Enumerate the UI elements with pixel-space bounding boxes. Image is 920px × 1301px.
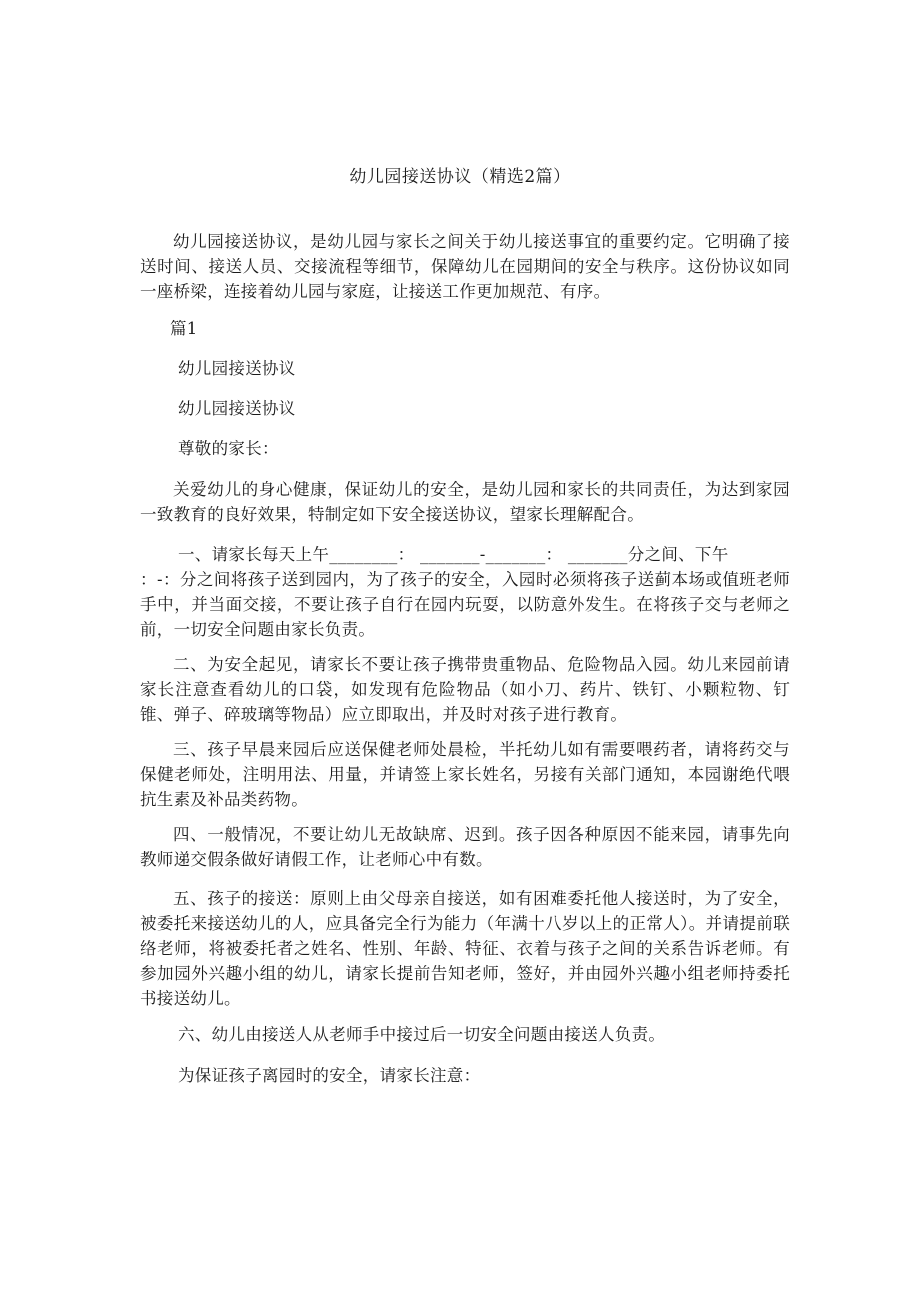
greeting: 尊敬的家长： <box>178 439 279 458</box>
opening-paragraph: 关爱幼儿的身心健康，保证幼儿的安全，是幼儿园和家长的共同责任，为达到家园一致教育的良好效果，特制定如下安全接送协议，望家长理解配合。 <box>140 480 790 524</box>
section-label: 篇1 <box>170 319 198 338</box>
document-title: 幼儿园接送协议（精选2篇） <box>349 167 571 187</box>
item-1-first-line: 一、请家长每天上午________： _______-_______： _______分之间、下午 <box>178 545 729 564</box>
item-1-continuation: ：-：分之间将孩子送到园内，为了孩子的安全，入园时必须将孩子送蓟本场或值班老师手中，并当面交接，不要让孩子自行在园内玩耍，以防意外发生。在将孩子交与老师之前，一切安全问题由家长负责。 <box>140 570 790 639</box>
item-6-paragraph: 六、幼儿由接送人从老师手中接过后一切安全问题由接送人负责。 <box>178 1025 666 1044</box>
agreement-heading: 幼儿园接送协议 <box>178 359 296 378</box>
item-5-paragraph: 五、孩子的接送：原则上由父母亲自接送，如有困难委托他人接送时，为了安全，被委托来接送幼儿的人，应具备完全行为能力（年满十八岁以上的正常人）。并请提前联络老师，将被委托者之姓名、性别、年龄、特征、衣着与孩子之间的关系告诉老师。有参加园外兴趣小组的幼儿，请家长提前告知老师，签好，并由园外兴趣小组老师持委托书接送幼儿。 <box>140 889 790 1008</box>
item-3-paragraph: 三、孩子早晨来园后应送保健老师处晨检，半托幼儿如有需要喂药者，请将药交与保健老师处，注明用法、用量，并请签上家长姓名，另接有关部门通知，本园谢绝代喂抗生素及补品类药物。 <box>140 740 790 809</box>
closing-note: 为保证孩子离园时的安全，请家长注意： <box>178 1066 481 1085</box>
item-4-paragraph: 四、一般情况，不要让幼儿无故缺席、迟到。孩子因各种原因不能来园，请事先向教师递交假条做好请假工作，让老师心中有数。 <box>140 825 790 869</box>
intro-paragraph: 幼儿园接送协议，是幼儿园与家长之间关于幼儿接送事宜的重要约定。它明确了接送时间、接送人员、交接流程等细节，保障幼儿在园期间的安全与秩序。这份协议如同一座桥梁，连接着幼儿园与家庭，让接送工作更加规范、有序。 <box>140 232 790 301</box>
agreement-subheading: 幼儿园接送协议 <box>178 399 296 418</box>
item-2-paragraph: 二、为安全起见，请家长不要让孩子携带贵重物品、危险物品入园。幼儿来园前请家长注意查看幼儿的口袋，如发现有危险物品（如小刀、药片、铁钉、小颗粒物、钉锥、弹子、碎玻璃等物品）应立即取出，并及时对孩子进行教育。 <box>140 655 790 724</box>
